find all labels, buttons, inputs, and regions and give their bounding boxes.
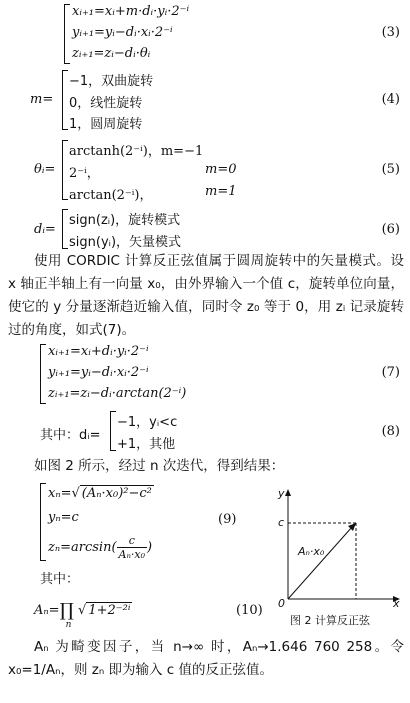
figure-vector-label: Aₙ·x₀ [298, 545, 325, 558]
eq9-line1-lhs: xₙ= [48, 486, 72, 501]
y-axis-arrow [285, 489, 291, 496]
figure-c-label: c [278, 516, 285, 529]
figure-origin-label: 0 [278, 597, 285, 610]
eq9-brace [40, 483, 46, 561]
paragraph-iteration: 如图 2 所示，经过 n 次迭代，得到结果： [34, 458, 285, 474]
eq3-line3: zᵢ₊₁=zᵢ−dᵢ·θᵢ [72, 46, 151, 61]
eq10-product-sub: n [65, 620, 72, 630]
eq10-lhs: Aₙ= [34, 603, 60, 618]
eq9-line1: xₙ=√ (Aₙ·x₀)²−c² [48, 486, 152, 501]
eq10-product-symbol: ∏ [59, 600, 74, 621]
figure-x-label: x [393, 597, 400, 610]
eq9-number: (9) [218, 512, 237, 527]
eq5-row1: arctanh(2⁻ⁱ)，m=−1 [69, 144, 204, 159]
eq4-row1: −1，双曲旋转 [69, 74, 154, 89]
eq8-row1: −1，yᵢ<c [117, 415, 178, 430]
paragraph-cordic-arcsin: 使用 CORDIC 计算反正弦值属于圆周旋转中的矢量模式。设 x 轴正半轴上有一向量 x₀，由外界输入一个值 c，旋转单位向量，使它的 y 分量逐渐趋近输入值，同时令 z₀ 等于 0，用 zᵢ 记录旋转过的角度，如式(7)。 [8, 253, 404, 338]
eq6-number: (6) [381, 222, 400, 237]
eq5-brace [62, 140, 68, 200]
eq4-row3: 1，圆周旋转 [69, 117, 143, 132]
eq9-line2: yₙ=c [48, 510, 79, 525]
eq3-line1: xᵢ₊₁=xᵢ+m·dᵢ·yᵢ·2⁻ⁱ [72, 4, 190, 19]
vector-line [288, 527, 352, 599]
eq4-number: (4) [381, 92, 400, 107]
eq6-brace [62, 209, 68, 249]
figure-arcsin-diagram [272, 487, 404, 609]
eq7-number: (7) [381, 365, 400, 380]
eq3-brace [64, 4, 70, 64]
eq9-denominator: Aₙ·x₀ [118, 548, 146, 561]
eq9-line3 [48, 534, 152, 561]
eq4-brace [62, 70, 68, 130]
eq5-row2b: m=0 [205, 162, 237, 177]
eq8-brace [110, 411, 116, 451]
eq6-row1: sign(zᵢ)，旋转模式 [69, 213, 181, 228]
eq7-line1: xᵢ₊₁=xᵢ+dᵢ·yᵢ·2⁻ⁱ [48, 344, 149, 359]
eq5-row2a: 2⁻ⁱ， [69, 166, 100, 181]
eq5-lhs: θᵢ= [34, 162, 56, 177]
figure-caption: 图 2 计算反正弦 [290, 614, 370, 627]
eq8-number: (8) [381, 424, 400, 439]
eq9-fraction [117, 534, 148, 561]
eq9-line3-lhs: zₙ=arcsin( [48, 540, 117, 555]
eq8-prefix: 其中：dᵢ= [40, 428, 101, 443]
eq7-brace [40, 344, 46, 404]
eq6-row2: sign(yᵢ)，矢量模式 [69, 235, 182, 250]
eq5-row3b: m=1 [205, 184, 237, 199]
qizhong-label: 其中： [40, 572, 80, 587]
eq3-number: (3) [381, 25, 400, 40]
eq9-line3-close: ) [147, 540, 153, 555]
eq3-line2: yᵢ₊₁=yᵢ−dᵢ·xᵢ·2⁻ⁱ [72, 25, 173, 40]
eq10-line: Aₙ=∏ n √ 1+2⁻²ⁱ [34, 600, 131, 630]
eq9-line1-radicand: (Aₙ·x₀)²−c² [81, 486, 152, 501]
eq7-line2: yᵢ₊₁=yᵢ−dᵢ·xᵢ·2⁻ⁱ [48, 365, 149, 380]
eq8-row2: +1，其他 [117, 437, 176, 452]
eq5-number: (5) [381, 162, 400, 177]
eq5-row3a: arctan(2⁻ⁱ)， [69, 188, 153, 203]
eq9-numerator: c [117, 534, 148, 548]
figure-y-label: y [278, 487, 285, 500]
eq4-row2: 0，线性旋转 [69, 96, 143, 111]
paragraph-distortion-factor: Aₙ 为畸变因子，当 n→∞ 时，Aₙ→1.646 760 258。令 x₀=1/Aₙ，则 zₙ 即为输入 c 值的反正弦值。 [8, 639, 404, 678]
eq7-line3: zᵢ₊₁=zᵢ−dᵢ·arctan(2⁻ⁱ) [48, 386, 187, 401]
eq10-radicand: 1+2⁻²ⁱ [88, 603, 131, 618]
eq6-lhs: dᵢ= [34, 222, 56, 237]
eq4-lhs: m= [30, 92, 54, 107]
eq10-number: (10) [236, 603, 263, 618]
